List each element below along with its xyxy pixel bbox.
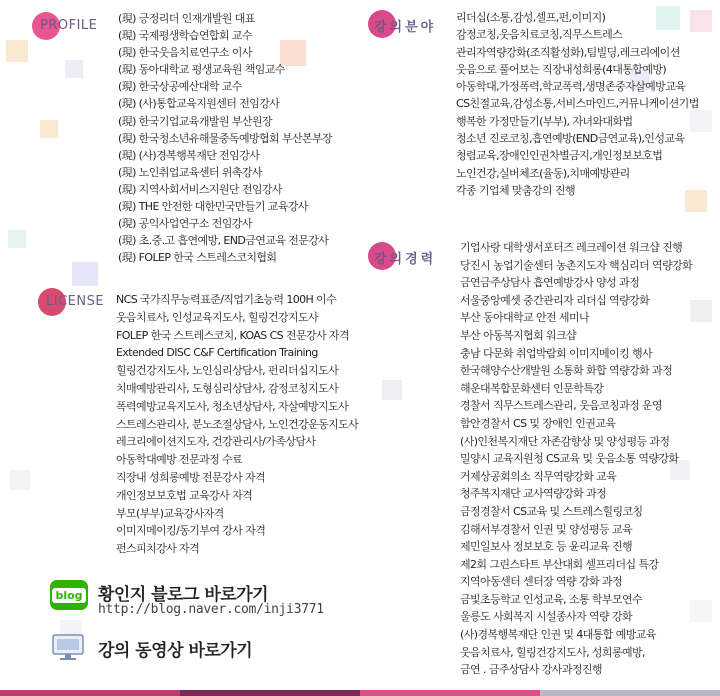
license-item: 힐링건강지도사, 노인심리상담사, 펀리더십지도사 — [116, 364, 339, 378]
profile-item: (現) 한국웃음치료연구소 이사 — [118, 46, 252, 60]
lecture-fields-list — [456, 9, 699, 199]
profile-item: (現) 공익사업연구소 전임강사 — [118, 217, 252, 231]
profile-item: (現) (사)경복행복재단 전임강사 — [118, 148, 260, 162]
profile-section-header — [32, 12, 112, 40]
lecture-history-label: 강의경력 — [374, 252, 437, 267]
lecture-history-list — [460, 239, 692, 679]
profile-item: (現) 지역사회서비스지원단 전임강사 — [118, 182, 282, 196]
lecture-field-item: 노인건강,실버체조(율동),치매예방관리 — [456, 166, 630, 180]
license-item: 개인정보보호법 교육강사 자격 — [116, 488, 253, 502]
lecture-field-item: 각종 기업체 맞춤강의 진행 — [456, 183, 575, 197]
lecture-history-item: 한국해양수산개발원 소통화 화합 역량강화 과정 — [460, 364, 673, 378]
blog-link[interactable] — [50, 580, 340, 622]
license-item: 아동학대예방 전문과정 수료 — [116, 453, 243, 467]
profile-list — [118, 10, 332, 266]
decorative-square — [65, 60, 83, 78]
license-list — [116, 291, 358, 558]
license-item: 이미지메이킹/동기부여 강사 자격 — [116, 524, 266, 538]
lecture-field-item: 청렴교육,장애인인권차별금지,개인정보보호법 — [456, 149, 663, 163]
bottom-color-bar — [0, 690, 720, 696]
lecture-history-item: 청주복지재단 교사역량강화 과정 — [460, 487, 607, 501]
lecture-field-item: CS친절교육,감성소통,서비스마인드,커뮤니케이션기법 — [456, 97, 699, 111]
lecture-fields-label: 강의분야 — [374, 20, 437, 35]
lecture-history-item: 지역아동센터 센터장 역량 강화 과정 — [460, 575, 622, 589]
lecture-history-item: (사)경복행복재단 인권 및 4대통합 예방교육 — [460, 628, 656, 642]
lecture-history-item: 당진시 농업기술센터 농촌지도자 핵심리더 역량강화 — [460, 258, 693, 272]
lecture-history-item: 서울중앙예셋 중간관리자 리더십 역량강화 — [460, 293, 650, 307]
license-item: 폭력예방교육지도사, 청소년상담사, 자살예방지도사 — [116, 399, 349, 413]
lecture-history-item: 경찰서 직무스트레스관리, 웃음코칭과정 운영 — [460, 399, 663, 413]
license-item: Extended DISC C&F Certification Training — [116, 346, 318, 360]
lecture-history-item: 웃음치료사, 힐링건강지도사, 성희롱예방, — [460, 645, 645, 659]
lecture-field-item: 웃음으로 풀어보는 직장내성희롱(4대통합예방) — [456, 62, 667, 76]
lecture-history-item: 부산 아동복지협회 워크샵 — [460, 328, 577, 342]
profile-item: (現) FOLEP 한국 스트레스코치협회 — [118, 251, 277, 265]
lecture-history-item: (사)인천복지재단 자존감향상 및 양성평등 과정 — [460, 434, 670, 448]
profile-item: (現) 한국청소년유해물중독예방협회 부산본부장 — [118, 131, 333, 145]
lecture-field-item: 청소년 진로코칭,흡연예방(END금연교육),인성교육 — [456, 132, 685, 146]
license-section-header — [38, 288, 118, 316]
profile-item: (現) 노인취업교육센터 위촉강사 — [118, 165, 262, 179]
profile-item: (現) THE 안전한 대한민국만들기 교육강사 — [118, 200, 308, 214]
profile-item: (現) 한국기업교육개발원 부산원장 — [118, 114, 272, 128]
decorative-square — [6, 40, 28, 62]
lecture-history-item: 울릉도 사회복지 시설종사자 역량 강화 — [460, 610, 633, 624]
profile-item: (現) 국제평생학습연합회 교수 — [118, 29, 252, 43]
license-item: 펀스피치강사 자격 — [116, 542, 200, 556]
video-monitor-icon — [50, 632, 88, 662]
profile-item: (現) 긍정리더 인재개발원 대표 — [118, 12, 255, 25]
license-item: 직장내 성희롱예방 전문강사 자격 — [116, 470, 266, 484]
profile-item: (現) 초.중.고 흡연예방, END금연교육 전문강사 — [118, 234, 329, 248]
lecture-history-item: 금연금주상담사 흡연예방강사 양성 과정 — [460, 276, 640, 290]
lecture-history-item: 기업사랑 대학생서포터즈 레크레이션 워크샵 진행 — [460, 241, 683, 254]
lecture-history-item: 충남 다문화 취업박람회 이미지메이킹 행사 — [460, 346, 653, 360]
license-label: LICENSE — [46, 294, 105, 309]
blog-icon: blog — [50, 580, 88, 610]
license-item: 부모(부부)교육강사자격 — [116, 506, 224, 520]
license-item: 웃음치료사, 인성교육지도사, 힐링건강지도사 — [116, 310, 319, 324]
decorative-square — [40, 120, 58, 138]
lecture-history-item: 제민일보사 정보보호 등 윤리교육 진행 — [460, 540, 633, 554]
decorative-square — [690, 300, 712, 322]
video-link-title[interactable]: 강의 동영상 바로가기 — [98, 641, 253, 661]
lecture-history-section-header — [368, 242, 448, 270]
license-item: 스트레스관리사, 분노조절상담사, 노인건강운동지도사 — [116, 417, 359, 431]
lecture-history-item: 제2회 그린스타트 부산대회 셀프리더십 특강 — [460, 557, 659, 571]
lecture-history-item: 부산 동아대학교 안전 세미나 — [460, 311, 590, 325]
decorative-square — [72, 262, 98, 286]
license-item: 레크리에이션지도자, 건강관리사/가족상담사 — [116, 435, 316, 449]
lecture-history-item: 함안경찰서 CS 및 장애인 인권교육 — [460, 416, 616, 430]
decorative-square — [382, 380, 402, 400]
lecture-history-item: 금빛초등학교 인성교육, 소통 학부모연수 — [460, 592, 643, 606]
lecture-history-item: 김해서부경찰서 인권 및 양성평등 교육 — [460, 522, 633, 536]
lecture-history-item: 금연 . 금주상담사 강사과정진행 — [460, 663, 602, 677]
lecture-field-item: 감정코칭,웃음치료코칭,직무스트레스 — [456, 28, 623, 42]
profile-label: PROFILE — [40, 18, 98, 33]
lecture-field-item: 아동학대,가정폭력,학교폭력,생명존중자살예방교육 — [456, 80, 686, 94]
profile-item: (現) 동아대학교 평생교육원 책임교수 — [118, 63, 285, 77]
decorative-square — [8, 230, 26, 248]
lecture-history-item: 밀양시 교육지원청 CS교육 및 웃음소통 역량강화 — [460, 452, 679, 466]
lecture-history-item: 거제상공회의소 직무역량강화 교육 — [460, 469, 617, 483]
decorative-square — [10, 470, 30, 490]
profile-item: (現) 한국상공예산대학 교수 — [118, 80, 242, 94]
lecture-history-item: 해운대복합문화센터 인문학특강 — [460, 381, 604, 395]
lecture-field-item: 행복한 가정만들기(부부), 자녀와대화법 — [456, 114, 633, 128]
blog-link-title[interactable]: 황인지 블로그 바로가기 — [98, 585, 269, 605]
lecture-fields-section-header — [368, 10, 448, 38]
license-item: NCS 국가직무능력표준/직업기초능력 100H 이수 — [116, 293, 337, 306]
blog-url[interactable]: http://blog.naver.com/inji3771 — [98, 602, 324, 617]
license-item: FOLEP 한국 스트레스코치, KOAS CS 전문강사 자격 — [116, 328, 349, 342]
profile-item: (現) (사)통합교육지원센터 전임강사 — [118, 97, 280, 111]
lecture-history-item: 금정경찰서 CS교육 및 스트레스힐링코칭 — [460, 504, 643, 518]
decorative-square — [690, 600, 712, 622]
lecture-field-item: 리더십(소통,감성,셀프,펀,이미지) — [456, 11, 606, 24]
license-item: 치매예방관리사, 도형심리상담사, 감정코칭지도사 — [116, 381, 339, 395]
lecture-field-item: 관리자역량강화(조직활성화),팀빌딩,레크리에이션 — [456, 45, 680, 59]
video-link[interactable] — [50, 632, 340, 664]
